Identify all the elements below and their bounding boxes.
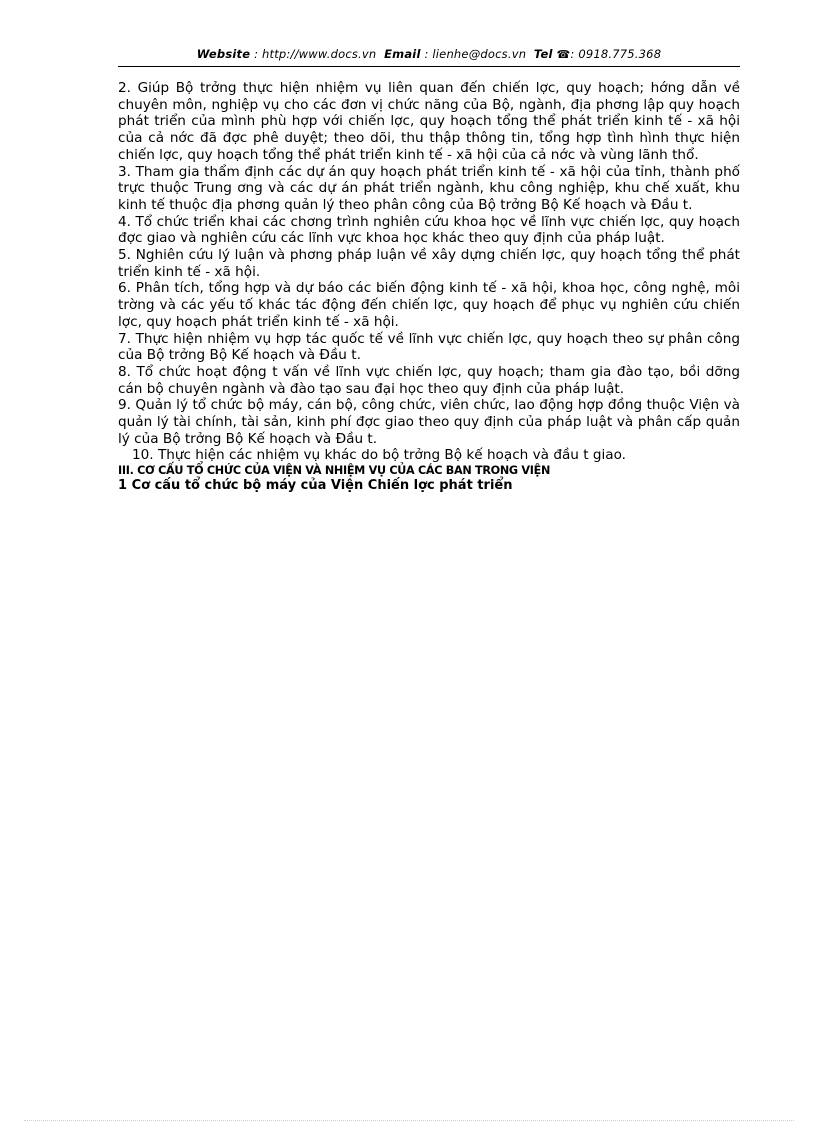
list-item: 2. Giúp Bộ trởng thực hiện nhiệm vụ liên quan đến chiến lợc, quy hoạch; hớng dẫn về chuyên môn, nghiệp vụ cho các đơn vị chức năng của Bộ, ngành, địa phơng lập quy hoạch phát triển của mình phù hợp với chiến lợc, quy hoạch tổng thể phát triển kinh tế - xã hội của cả nớc đã đợc phê duyệt; theo dõi, thu thập thông tin, tổng hợp tình hình thực hiện chiến lợc, quy hoạch tổng thể phát triển kinh tế - xã hội của cả nớc và vùng lãnh thổ. bbox=[118, 80, 740, 163]
list-item: 4. Tổ chức triển khai các chơng trình nghiên cứu khoa học về lĩnh vực chiến lợc, quy hoạch đợc giao và nghiên cứu các lĩnh vực khoa học khác theo quy định của pháp luật. bbox=[118, 213, 740, 247]
list-item: 8. Tổ chức hoạt động t vấn về lĩnh vực chiến lợc, quy hoạch; tham gia đào tạo, bồi dỡng cán bộ chuyên ngành và đào tạo sau đại học theo quy định của pháp luật. bbox=[118, 363, 740, 397]
list-item: 3. Tham gia thẩm định các dự án quy hoạch phát triển kinh tế - xã hội của tỉnh, thành phố trực thuộc Trung ơng và các dự án phát triển ngành, khu công nghiệp, khu chế xuất, khu kinh tế thuộc địa phơng quản lý theo phân công của Bộ trởng Bộ Kế hoạch và Đầu t. bbox=[118, 163, 740, 213]
email-label: Email bbox=[384, 47, 421, 61]
list-item-last: 10. Thực hiện các nhiệm vụ khác do bộ trởng Bộ kế hoạch và đầu t giao. bbox=[132, 447, 626, 464]
tel-value: : 0918.775.368 bbox=[570, 47, 662, 61]
header-divider bbox=[118, 66, 740, 67]
website-value: : http://www.docs.vn bbox=[254, 47, 377, 61]
document-body bbox=[118, 80, 740, 493]
list-item: 7. Thực hiện nhiệm vụ hợp tác quốc tế về lĩnh vực chiến lợc, quy hoạch theo sự phân công của Bộ trởng Bộ Kế hoạch và Đầu t. bbox=[118, 330, 740, 364]
section-heading: III. CƠ CẤU TỔ CHỨC CỦA VIỆN VÀ NHIỆM VỤ CỦA CÁC BAN TRONG VIỆN bbox=[118, 464, 551, 478]
list-item: 6. Phân tích, tổng hợp và dự báo các biến động kinh tế - xã hội, khoa học, công nghệ, môi trờng và các yếu tố khác tác động đến chiến lợc, quy hoạch để phục vụ nghiên cứu chiến lợc, quy hoạch phát triển kinh tế - xã hội. bbox=[118, 280, 740, 330]
page-header bbox=[118, 47, 740, 61]
website-label: Website bbox=[196, 47, 251, 61]
tel-label: Tel bbox=[533, 47, 553, 61]
list-item: 5. Nghiên cứu lý luận và phơng pháp luận về xây dựng chiến lợc, quy hoạch tổng thể phát triển kinh tế - xã hội. bbox=[118, 247, 740, 280]
phone-icon: ☎ bbox=[556, 48, 571, 61]
email-value: : lienhe@docs.vn bbox=[424, 47, 527, 61]
sub-heading: 1 Cơ cấu tổ chức bộ máy của Viện Chiến lợc phát triển bbox=[118, 478, 513, 494]
list-item: 9. Quản lý tổ chức bộ máy, cán bộ, công chức, viên chức, lao động hợp đồng thuộc Viện và quản lý tài chính, tài sản, kinh phí đợc giao theo quy định của pháp luật và phân cấp quản lý của Bộ trởng Bộ Kế hoạch và Đầu t. bbox=[118, 397, 740, 447]
footer-divider bbox=[24, 1120, 794, 1121]
